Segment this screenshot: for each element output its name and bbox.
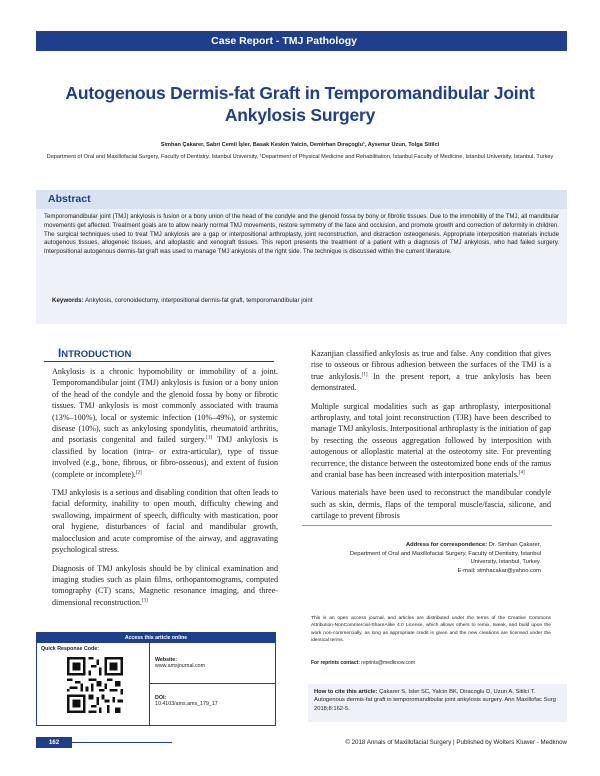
correspondence-line-2: University, Istanbul, Turkey.	[470, 559, 541, 566]
right-p1-text: Kazanjian classified ankylosis as true and false. Any condition that gives rise to osseous or fibrous adhesion between the surfaces of the TMJ is a true ankylosis.	[311, 349, 551, 381]
left-column	[52, 366, 278, 615]
abstract-heading: Abstract	[36, 190, 567, 209]
access-online-box	[36, 632, 276, 726]
affiliation: Department of Oral and Maxillofacial Surgery, Faculty of Dentistry, Istanbul University, ¹Department of Physical Medicine and Rehabilitation, Istanbul Faculty of Medicine, Istanbul University, Istanbul, Turkey	[46, 154, 554, 160]
reprints-email[interactable]: reprints@medknow.com	[359, 660, 416, 666]
keywords-label: Keywords:	[52, 297, 84, 304]
license-notice: This is an open access journal, and articles are distributed under the terms of the Creative Commons Attribution-NonCommercial-ShareAlike 4.0 License, which allows others to remix, tweak, and build upon the work non-commercially, as long as appropriate credit is given and the new creations are licensed under the identical terms.	[311, 616, 551, 643]
citation-ref[interactable]: [1]	[361, 372, 368, 378]
heading-rule	[44, 361, 274, 362]
website-link[interactable]: www.amsjournal.com	[155, 663, 206, 669]
qr-code-icon[interactable]	[67, 657, 123, 713]
access-heading: Access this article online	[37, 633, 275, 643]
intro-p1-text: Ankylosis is a chronic hypomobility or immobility of a joint. Temporomandibular joint (TMJ) ankylosis is fusion or a bony union of the head of the condyle and the glenoid fossa by bony or fibrotic tissues. TMJ ankylosis is most commonly associated with trauma (13%–100%), local or systemic infection (10%–49%), or systemic disease (10%), such as ankylosing spondylitis, rheumatoid arthritis, and psoriasis congenital and failed surgery.	[52, 367, 278, 445]
section-banner: Case Report - TMJ Pathology	[36, 31, 567, 51]
doi-link[interactable]: 10.4103/ams.ams_179_17	[155, 701, 218, 707]
right-p2-text: Multiple surgical modalities such as gap arthroplasty, interpositional arthroplasty, and total joint reconstruction (TJR) have been described to manage TMJ ankylosis. Interpositional arthroplasty is the initiation of gap by resecting the osseous aggregation followed by interposition with autogenous or alloplastic material at the osteotomy site. For preventing recurrence, the distance between the osteotomized bone ends of the ramus and cranial base has been increased with interposition materials.	[311, 401, 551, 480]
footer-copyright: © 2018 Annals of Maxillofacial Surgery | Published by Wolters Kluwer - Medknow	[345, 739, 567, 746]
intro-paragraph-1	[52, 366, 278, 480]
author-list: Simhan Çakarer, Sabri Cemil İşler, Basak Keskin Yalcin, Demirhan Dıraçoglu¹, Aysenur Uzun, Tolga Sitilci	[160, 142, 440, 148]
correspondence-label: Address for correspondence:	[406, 542, 488, 548]
correspondence-block	[319, 541, 541, 575]
citation-box	[308, 684, 567, 722]
cite-label: How to cite this article:	[314, 689, 378, 695]
citation-ref[interactable]: [3]	[141, 598, 148, 604]
intro-p3-text: Diagnosis of TMJ ankylosis should be by clinical examination and imaging studies such as plain films, orthopantomograms, computed tomography (CT) scans, Magnetic resonance imaging, and three-dimensional reconstruction.	[52, 563, 278, 607]
reprints-contact	[311, 660, 551, 666]
intro-paragraph-3	[52, 563, 278, 609]
correspondence-line-1: Department of Oral and Maxillofacial Surgery, Faculty of Dentistry, Istanbul	[349, 550, 541, 557]
footer-rule	[72, 742, 172, 743]
right-p1b-text: In the present report, a true ankylosis has been demonstrated.	[311, 371, 551, 393]
citation-ref[interactable]: [1]	[206, 435, 213, 441]
divider	[302, 525, 552, 526]
qr-label: Quick Response Code:	[41, 646, 99, 652]
correspondence-email[interactable]: E-mail: simhacakar@yahoo.com	[457, 567, 541, 574]
citation-ref[interactable]: [2]	[135, 469, 142, 475]
article-title: Autogenous Dermis-fat Graft in Temporomandibular Joint Ankylosis Surgery	[65, 83, 535, 125]
heading-initial: I	[58, 348, 62, 360]
intro-paragraph-2: TMJ ankylosis is a serious and disabling condition that often leads to facial deformity, inability to open mouth, difficulty chewing and swallowing, impairment of speech, difficulty with mastication, poor oral hygiene, disturbances of facial and mandibular growth, malocclusion and acute compromise of the airway, and aggravating psychological stress.	[52, 488, 278, 555]
website-label: Website:	[155, 657, 177, 663]
intro-p1b-text: TMJ ankylosis is classified by location (intra- or extra-articular), type of tissue involved (e.g., bone, fibrous, or fibro-osseous), and extent of fusion (complete or incomplete).	[52, 435, 278, 479]
citation-ref[interactable]: [4]	[518, 470, 525, 476]
right-paragraph-3: Various materials have been used to reconstruct the mandibular condyle such as skin, dermis, flaps of the temporal muscle/fascia, silicone, and cartilage to prevent fibrosis	[311, 488, 551, 521]
keywords	[36, 284, 567, 324]
access-details	[149, 643, 276, 725]
doi-block	[155, 695, 218, 707]
cite-text: Çakarer S, Isler SC, Yalcin BK, Diracoglu D, Uzun A, Sitilci T. Autogenous dermis-fat graft in temporomandibular joint ankylosis surgery. Ann Maxillofac Surg 2018;8:162-5.	[314, 689, 556, 712]
website-block	[155, 657, 205, 669]
abstract-text: Temporomandibular joint (TMJ) ankylosis is fusion or a bony union of the head of the condyle and the glenoid fossa by bony or fibrotic tissues. Due to the immobility of the TMJ, all mandibular movements get affected. Treatment goals are to allow nearly normal TMJ movements, restore symmetry of the face and occlusion, and promote growth and correction of deformity in children. The surgical techniques used to treat TMJ ankylosis are a gap or interpositional arthroplasty, joint reconstruction, and distraction osteogenesis. Appropriate interposition materials include autogenous tissues, allogeneic tissues, and alloplastic and xenograft tissues. This report presents the treatment of a patient with a diagnosis of TMJ ankylosis, who had failed surgery. Interpositional autogenous dermis-fat graft was used to manage TMJ ankylosis of the right side. The technique is discussed within the current literature.	[36, 209, 567, 284]
right-paragraph-1	[311, 348, 551, 394]
right-column	[311, 348, 551, 529]
keywords-value: Ankylosis, coronoidectomy, interpositional dermis-fat graft, temporomandibular joint	[85, 297, 313, 304]
access-divider	[149, 683, 275, 684]
correspondence-name: Dr. Simhan Çakarer,	[487, 542, 541, 548]
reprints-label: For reprints contact:	[311, 660, 360, 666]
heading-rest: NTRODUCTION	[61, 349, 132, 360]
introduction-heading	[58, 348, 131, 360]
doi-label: DOI:	[155, 695, 167, 701]
right-paragraph-2	[311, 401, 551, 481]
page-number: 162	[36, 737, 72, 748]
